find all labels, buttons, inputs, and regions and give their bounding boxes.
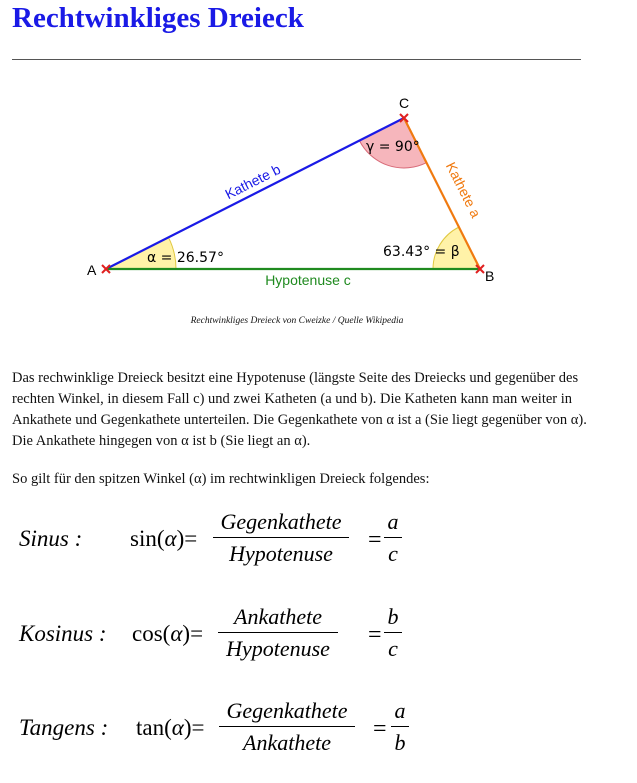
explanation-paragraph: Das rechwinklige Dreieck besitzt eine Hypotenuse (längste Seite des Dreiecks und gegenüber des rechten Winkel, in diesem Fall c) und zwei Katheten (a und b). Die Katheten kann man weiter in Ankathete und Gegenkathete unterteilen. Die Gegenkathete von α ist a (Sie liegt gegenüber von α). Die Ankathete hingegen von α ist b (Sie liegt an α). (12, 370, 587, 449)
formula-fraction: Gegenkathete Hypotenuse (213, 508, 349, 568)
formula-tangens: Tangens : tan(α)= Gegenkathete Ankathete = a b (0, 699, 637, 779)
formula-fraction: Ankathete Hypotenuse (218, 603, 338, 663)
vertex-c-label: C (399, 95, 410, 111)
formula-name: Sinus : (19, 526, 83, 551)
side-c-label: Hypotenuse c (265, 272, 351, 288)
formula-fraction: Gegenkathete Ankathete (219, 697, 355, 757)
intro-formulas-paragraph: So gilt für den spitzen Winkel (α) im rechtwinkligen Dreieck folgendes: (12, 471, 430, 487)
formula-function: sin(α)= (130, 526, 198, 551)
vertex-b-label: B (485, 268, 495, 284)
angle-alpha-label: α = 26.57° (147, 250, 224, 266)
formula-result-fraction: a c (384, 508, 402, 568)
side-b-line (106, 118, 404, 269)
formula-result-fraction: a b (391, 697, 409, 757)
triangle-figure (0, 0, 637, 340)
side-a-label: Kathete a (442, 159, 485, 221)
formula-kosinus: Kosinus : cos(α)= Ankathete Hypotenuse = b c (0, 603, 637, 683)
formula-name: Kosinus : (19, 621, 107, 646)
formula-name: Tangens : (19, 715, 109, 740)
formula-sinus: Sinus : sin(α)= Gegenkathete Hypotenuse = a c (0, 508, 637, 588)
figure-caption: Rechtwinkliges Dreieck von Cweizke / Quelle Wikipedia (190, 316, 404, 326)
page-title: Rechtwinkliges Dreieck (12, 2, 304, 34)
angle-gamma-label: γ = 90° (366, 139, 420, 155)
vertex-a-label: A (87, 262, 97, 278)
side-b-label: Kathete b (222, 160, 284, 203)
angle-beta-label: 63.43° = β (383, 244, 460, 260)
formula-result-fraction: b c (384, 603, 402, 663)
formula-function: tan(α)= (136, 715, 205, 740)
formula-function: cos(α)= (132, 621, 204, 646)
